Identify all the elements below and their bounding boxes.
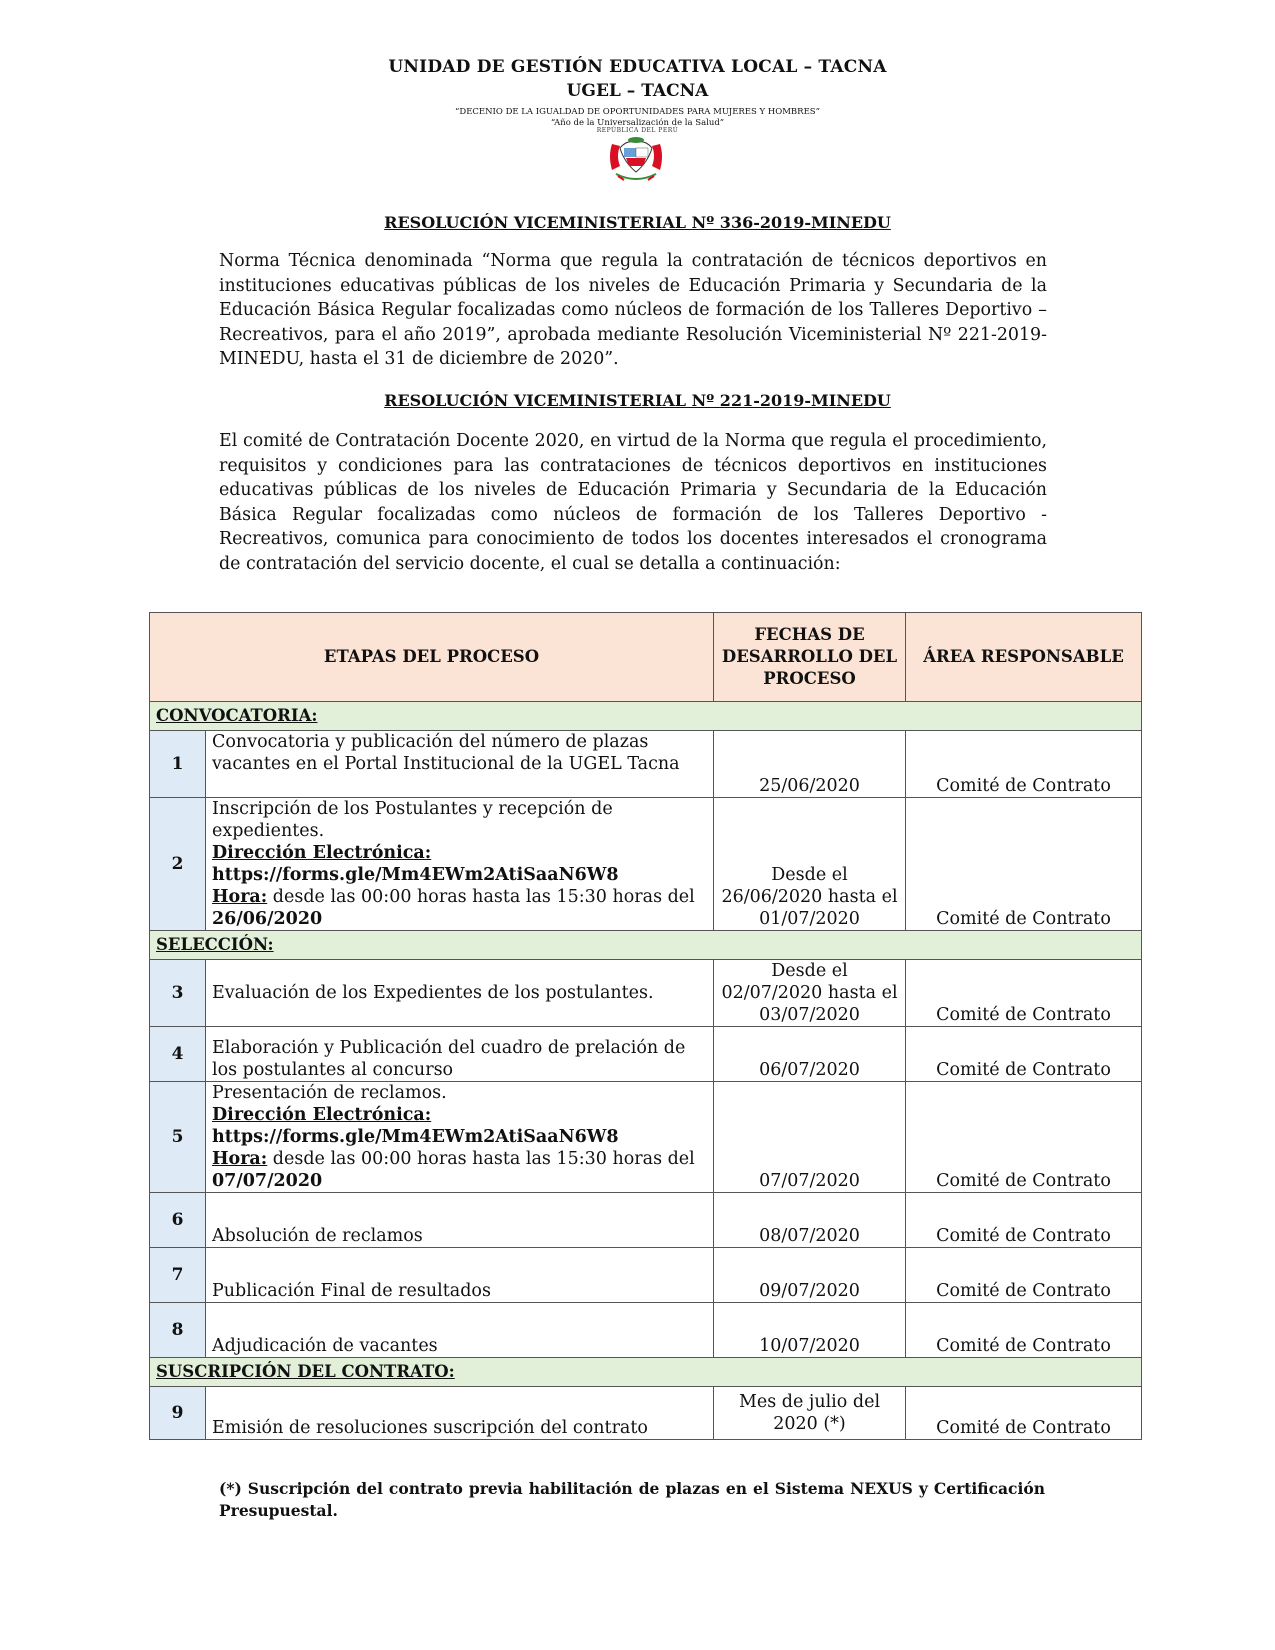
hour-text: desde las 00:00 horas hasta las 15:30 horas del bbox=[267, 1149, 695, 1169]
row-number: 2 bbox=[150, 798, 206, 931]
table-row bbox=[150, 960, 1142, 1027]
institution-name: UNIDAD DE GESTIÓN EDUCATIVA LOCAL – TACNA bbox=[388, 57, 887, 77]
resolution-221-body: El comité de Contratación Docente 2020, en virtud de la Norma que regula el procedimiento, requisitos y condiciones para las contrataciones de técnicos deportivos en instituciones educativas públicas de los niveles de Educación Primaria y Secundaria de la Educación Básica Regular focalizadas como núcleos de formación de los Talleres Deportivo - Recreativos, comunica para conocimiento de todos los docentes interesados el cronograma de contratación del servicio docente, el cual se detalla a continuación: bbox=[219, 431, 1047, 574]
row-area: Comité de Contrato bbox=[906, 1082, 1142, 1193]
row-area: Comité de Contrato bbox=[906, 1193, 1142, 1248]
row-description: Absolución de reclamos bbox=[206, 1193, 714, 1248]
row-date: 09/07/2020 bbox=[714, 1248, 906, 1303]
table-row bbox=[150, 1027, 1142, 1082]
row-number: 9 bbox=[150, 1387, 206, 1440]
row-description: Elaboración y Publicación del cuadro de prelación de los postulantes al concurso bbox=[206, 1027, 714, 1082]
schedule-table bbox=[149, 612, 1142, 1440]
table-row bbox=[150, 1303, 1142, 1358]
section-label: SUSCRIPCIÓN DEL CONTRATO: bbox=[150, 1358, 1142, 1387]
row-description: Adjudicación de vacantes bbox=[206, 1303, 714, 1358]
hour-date: 07/07/2020 bbox=[212, 1171, 323, 1191]
table-row bbox=[150, 1387, 1142, 1440]
section-label: CONVOCATORIA: bbox=[150, 702, 1142, 731]
row-description: Convocatoria y publicación del número de plazas vacantes en el Portal Institucional de la UGEL Tacna bbox=[206, 731, 714, 798]
header-dates: FECHAS DE DESARROLLO DEL PROCESO bbox=[714, 613, 906, 702]
table-row bbox=[150, 1248, 1142, 1303]
hour-line bbox=[212, 886, 707, 930]
row-area: Comité de Contrato bbox=[906, 798, 1142, 931]
row-area: Comité de Contrato bbox=[906, 1303, 1142, 1358]
decade-motto: “DECENIO DE LA IGUALDAD DE OPORTUNIDADES PARA MUJERES Y HOMBRES” bbox=[455, 107, 820, 117]
row-area: Comité de Contrato bbox=[906, 1387, 1142, 1440]
row-date: 08/07/2020 bbox=[714, 1193, 906, 1248]
footnote: (*) Suscripción del contrato previa habilitación de plazas en el Sistema NEXUS y Certificación Presupuestal. bbox=[219, 1479, 1045, 1520]
row-date: 25/06/2020 bbox=[714, 731, 906, 798]
table-row bbox=[150, 1082, 1142, 1193]
resolution-221-title: RESOLUCIÓN VICEMINISTERIAL Nº 221-2019-MINEDU bbox=[384, 391, 891, 410]
hour-line bbox=[212, 1148, 707, 1192]
year-motto: “Año de la Universalización de la Salud” bbox=[550, 118, 725, 128]
row-date: 07/07/2020 bbox=[714, 1082, 906, 1193]
row-number: 4 bbox=[150, 1027, 206, 1082]
row-area: Comité de Contrato bbox=[906, 731, 1142, 798]
row-description: Emisión de resoluciones suscripción del contrato bbox=[206, 1387, 714, 1440]
seal-caption: REPÚBLICA DEL PERÚ bbox=[596, 127, 679, 134]
row-number: 6 bbox=[150, 1193, 206, 1248]
table-row bbox=[150, 1193, 1142, 1248]
resolution-336-title: RESOLUCIÓN VICEMINISTERIAL Nº 336-2019-MINEDU bbox=[384, 213, 891, 232]
ugel-short-name: UGEL – TACNA bbox=[566, 81, 709, 101]
row-date: Desde el 26/06/2020 hasta el 01/07/2020 bbox=[714, 798, 906, 931]
row-description-text: Presentación de reclamos. bbox=[212, 1083, 447, 1103]
email-label: Dirección Electrónica: bbox=[212, 843, 432, 863]
row-description-text: Inscripción de los Postulantes y recepción de expedientes. bbox=[212, 799, 613, 841]
email-label: Dirección Electrónica: bbox=[212, 1105, 432, 1125]
hour-label: Hora: bbox=[212, 887, 268, 907]
row-area: Comité de Contrato bbox=[906, 1027, 1142, 1082]
form-link[interactable]: https://forms.gle/Mm4EWm2AtiSaaN6W8 bbox=[212, 1127, 619, 1147]
table-row bbox=[150, 798, 1142, 931]
row-description bbox=[206, 798, 714, 931]
row-date: 10/07/2020 bbox=[714, 1303, 906, 1358]
row-date: Mes de julio del 2020 (*) bbox=[714, 1387, 906, 1440]
resolution-336-body: Norma Técnica denominada “Norma que regula la contratación de técnicos deportivos en instituciones educativas públicas de los niveles de Educación Primaria y Secundaria de la Educación Básica Regular focalizadas como núcleos de formación de los Talleres Deportivo – Recreativos, para el año 2019”, aprobada mediante Resolución Viceministerial Nº 221-2019-MINEDU, hasta el 31 de diciembre de 2020”. bbox=[219, 251, 1047, 370]
row-date: 06/07/2020 bbox=[714, 1027, 906, 1082]
section-row-seleccion bbox=[150, 931, 1142, 960]
row-number: 1 bbox=[150, 731, 206, 798]
row-date: Desde el 02/07/2020 hasta el 03/07/2020 bbox=[714, 960, 906, 1027]
row-description: Evaluación de los Expedientes de los postulantes. bbox=[206, 960, 714, 1027]
table-row bbox=[150, 731, 1142, 798]
section-label: SELECCIÓN: bbox=[150, 931, 1142, 960]
row-description: Publicación Final de resultados bbox=[206, 1248, 714, 1303]
row-number: 3 bbox=[150, 960, 206, 1027]
row-number: 5 bbox=[150, 1082, 206, 1193]
hour-text: desde las 00:00 horas hasta las 15:30 horas del bbox=[267, 887, 695, 907]
header-stages: ETAPAS DEL PROCESO bbox=[150, 613, 714, 702]
row-area: Comité de Contrato bbox=[906, 960, 1142, 1027]
row-number: 8 bbox=[150, 1303, 206, 1358]
hour-label: Hora: bbox=[212, 1149, 268, 1169]
form-link[interactable]: https://forms.gle/Mm4EWm2AtiSaaN6W8 bbox=[212, 865, 619, 885]
section-row-suscripcion bbox=[150, 1358, 1142, 1387]
section-row-convocatoria bbox=[150, 702, 1142, 731]
row-area: Comité de Contrato bbox=[906, 1248, 1142, 1303]
peru-coat-of-arms-icon bbox=[606, 136, 666, 186]
row-number: 7 bbox=[150, 1248, 206, 1303]
hour-date: 26/06/2020 bbox=[212, 909, 323, 929]
header-area: ÁREA RESPONSABLE bbox=[906, 613, 1142, 702]
table-header-row bbox=[150, 613, 1142, 702]
row-description bbox=[206, 1082, 714, 1193]
